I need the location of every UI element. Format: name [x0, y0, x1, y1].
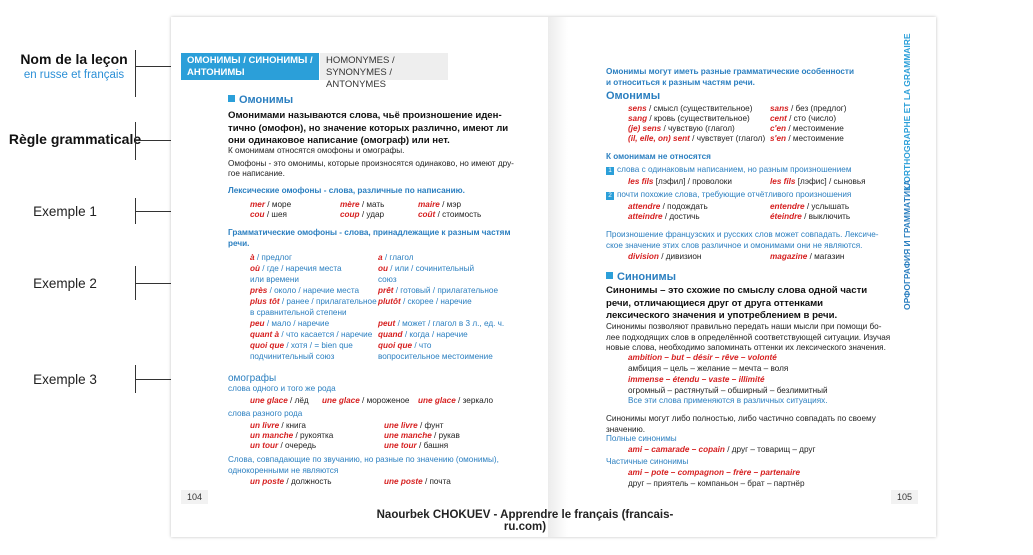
homographs-subtitle: слова одного и того же рода — [228, 384, 336, 393]
rule-note: К омонимам относятся омофоны и омографы. Омофоны - это омонимы, которые произносятся одинаково, но имеют дру- гое написание. — [228, 146, 514, 178]
list-item: un manche / рукоятка — [250, 431, 334, 440]
list-item: sens / смысл (существительное) — [628, 104, 753, 113]
list-item: mère / мать — [340, 200, 385, 209]
annotation-example-2: Exemple 2 — [33, 276, 97, 291]
list-item: quand / когда / наречие — [378, 330, 468, 339]
homonyms-heading: Омонимы — [228, 94, 293, 106]
list-item: s'en / местоимение — [770, 134, 844, 143]
list-item: quoi que / хотя / = bien que подчинительный союз — [250, 341, 353, 361]
list-item: ou / или / сочинительный союз — [378, 264, 475, 284]
not-homonyms-1: 1 слова с одинаковым написанием, но разным произношением — [606, 165, 851, 176]
synonym-chain-2: immense – étendu – vaste – illimité огромный – растянутый – обширный – безлимитный — [628, 375, 828, 395]
annotation-rule: Règle grammaticale — [8, 131, 142, 147]
side-label-fr: L'ORTHOGRAPHE ET LA GRAMMAIRE — [902, 33, 912, 190]
list-item: les fils [лэфил] / проволоки — [628, 177, 732, 186]
list-item: peu / мало / наречие — [250, 319, 330, 328]
list-item: une livre / фунт — [384, 421, 444, 430]
same-sound-note: Слова, совпадающие по звучанию, но разные по значению (омонимы), однокоренными не являются — [228, 455, 499, 475]
all-situations-note: Все эти слова применяются в различных ситуациях. — [628, 396, 828, 405]
list-item: une tour / башня — [384, 441, 449, 450]
list-item: a / глагол — [378, 253, 414, 262]
bracket-rule — [135, 122, 136, 160]
not-homonyms-title: К омонимам не относятся — [606, 152, 711, 161]
list-item: à / предлог — [250, 253, 292, 262]
list-item: éteindre / выключить — [770, 212, 851, 221]
synonym-chain-1: ambition – but – désir – rêve – volonté амбиция – цель – желание – мечта – воля — [628, 353, 789, 373]
list-item: les fils [лэфис] / сыновья — [770, 177, 866, 186]
footer-credit: Naourbek CHOKUEV - Apprendre le français (francais-ru.com) — [376, 509, 674, 533]
synonyms-rule: Синонимы – это схожие по смыслу слова одной части речи, отличающиеся друг от друга оттенками лексического значения и употреблением в речи. — [606, 285, 868, 321]
full-synonyms-title: Полные синонимы — [606, 434, 677, 443]
list-item: (il, elle, on) sent / чувствует (глагол) — [628, 134, 766, 143]
list-item: plus tôt / ранее / прилагательное в сравнительной степени — [250, 297, 377, 317]
different-gender-title: слова разного рода — [228, 409, 303, 418]
list-item: un tour / очередь — [250, 441, 317, 450]
partial-note: Синонимы могут либо полностью, либо частично совпадать по своему значению. — [606, 414, 876, 434]
list-item: (je) sens / чувствую (глагол) — [628, 124, 735, 133]
pronunciation-note: Произношение французских и русских слов может совпадать. Лексиче- ское значение этих слов различное и омонимами они не являются. — [606, 230, 879, 250]
list-item: une glace / лёд — [250, 396, 309, 405]
list-item: quoi que / что вопросительное местоимение — [378, 341, 493, 361]
synonyms-note: Синонимы позволяют правильно передать наши мысли при помощи бо- лее подходящих слов в определённой соответствующей ситуации. Изучая новые слова, необходимо запоминать оттенки их лексического значения. — [606, 322, 891, 352]
list-item: une glace / зеркало — [418, 396, 494, 405]
full-synonyms-example: ami – camarade – copain / друг – товарищ – друг — [628, 445, 816, 454]
book-spine — [548, 17, 568, 537]
list-item: une poste / почта — [384, 477, 451, 486]
right-intro: Омонимы могут иметь разные грамматические особенности и относиться к разным частям речи. — [606, 67, 854, 87]
list-item: cent / сто (число) — [770, 114, 837, 123]
list-item: mer / море — [250, 200, 292, 209]
lesson-tab-russian: ОМОНИМЫ / СИНОНИМЫ / АНТОНИМЫ — [181, 53, 319, 80]
homographs-title: омографы — [228, 373, 277, 384]
list-item: attendre / подождать — [628, 202, 708, 211]
lesson-tab-french: HOMONYMES / SYNONYMES / ANTONYMES — [320, 53, 448, 80]
list-item: division / дивизион — [628, 252, 702, 261]
list-item: une manche / рукав — [384, 431, 460, 440]
list-item: cou / шея — [250, 210, 287, 219]
page-number-left: 104 — [181, 490, 208, 504]
list-item: coût / стоимость — [418, 210, 482, 219]
partial-synonyms-example: ami – pote – compagnon – frère – partenaire друг – приятель – компаньон – брат – партнёр — [628, 468, 805, 488]
list-item: magazine / магазин — [770, 252, 845, 261]
lexical-title: Лексические омофоны - слова, различные по написанию. — [228, 186, 465, 195]
square-bullet-icon — [228, 95, 235, 102]
list-item: une glace / мороженое — [322, 396, 410, 405]
list-item: maire / мэр — [418, 200, 462, 209]
partial-synonyms-title: Частичные синонимы — [606, 457, 689, 466]
list-item: plutôt / скорее / наречие — [378, 297, 472, 306]
list-item: où / где / наречия места или времени — [250, 264, 342, 284]
list-item: atteindre / достичь — [628, 212, 700, 221]
grammatical-title: Грамматические омофоны - слова, принадлежащие к разным частям речи. — [228, 228, 511, 248]
list-item: sang / кровь (существительное) — [628, 114, 750, 123]
list-item: entendre / услышать — [770, 202, 850, 211]
square-bullet-icon — [606, 272, 613, 279]
list-item: un livre / книга — [250, 421, 306, 430]
annotation-lesson-name: Nom de la leçon — [20, 51, 128, 67]
list-item: sans / без (предлог) — [770, 104, 847, 113]
synonyms-heading: Синонимы — [606, 271, 676, 283]
side-label-ru: ОРФОГРАФИЯ И ГРАММАТИКА — [902, 179, 912, 310]
list-item: un poste / должность — [250, 477, 332, 486]
list-item: c'en / местоимение — [770, 124, 844, 133]
list-item: près / около / наречие места — [250, 286, 360, 295]
list-item: coup / удар — [340, 210, 385, 219]
list-item: quant à / что касается / наречие — [250, 330, 373, 339]
side-label — [898, 33, 918, 320]
annotation-lesson-sub: en russe et français — [23, 69, 125, 81]
right-homonyms-heading: Омонимы — [606, 90, 661, 102]
list-item: peut / может / глагол в 3 л., ед. ч. — [378, 319, 505, 328]
list-item: prêt / готовый / прилагательное — [378, 286, 498, 295]
page-number-right: 105 — [891, 490, 918, 504]
annotation-example-3: Exemple 3 — [33, 372, 97, 387]
bracket-lesson — [135, 50, 136, 97]
annotation-example-1: Exemple 1 — [33, 204, 97, 219]
rule-text: Омонимами называются слова, чьё произношение иден- тично (омофон), но значение которых различно, имеют ли они одинаковое написание (омограф) или нет. — [228, 110, 509, 146]
not-homonyms-2: 2 почти похожие слова, требующие отчётливого произношения — [606, 190, 851, 201]
